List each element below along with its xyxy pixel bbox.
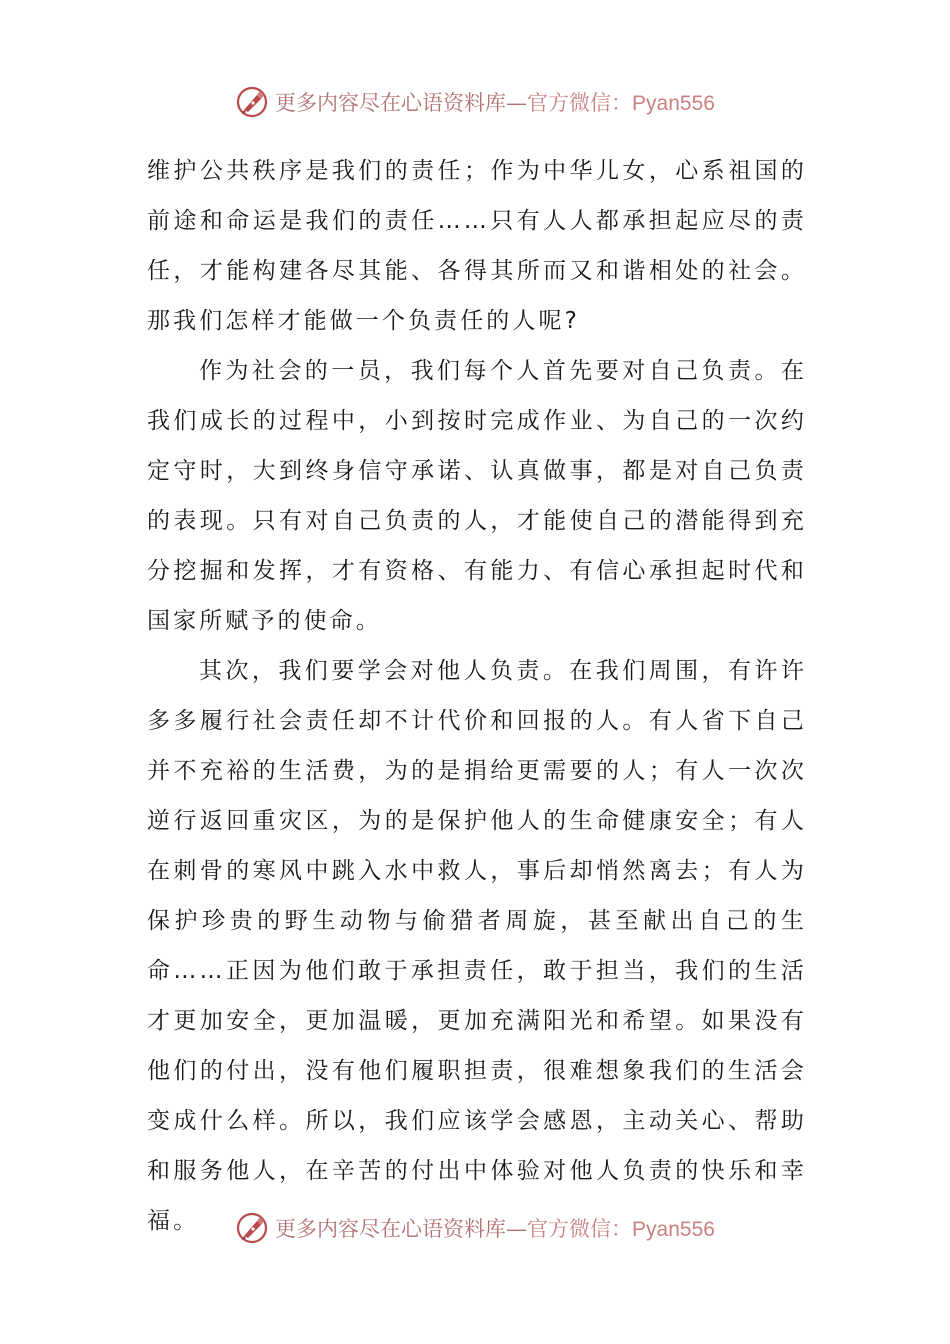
footer-banner	[0, 1208, 950, 1248]
header-banner-title: 更多内容尽在心语资料库—	[275, 91, 528, 115]
footer-banner-wechat: 官方微信：Pyan556	[527, 1218, 715, 1241]
paragraph-3: 其次，我们要学会对他人负责。在我们周围，有许许多多履行社会责任却不计代价和回报的人。有人省下自己并不充裕的生活费，为的是捐给更需要的人；有人一次次逆行返回重灾区，为的是保护他人的生命健康安全；有人在刺骨的寒风中跳入水中救人，事后却悄然离去；有人为保护珍贵的野生动物与偷猎者周旋，甚至献出自己的生命……正因为他们敢于承担责任，敢于担当，我们的生活才更加安全，更加温暖，更加充满阳光和希望。如果没有他们的付出，没有他们履职担责，很难想象我们的生活会变成什么样。所以，我们应该学会感恩，主动关心、帮助和服务他人，在辛苦的付出中体验对他人负责的快乐和幸福。	[147, 658, 807, 1234]
pen-nib-logo-icon	[235, 85, 269, 119]
header-banner-wechat: 官方微信：Pyan556	[527, 92, 715, 115]
footer-banner-text	[275, 1213, 715, 1243]
paragraph-2: 作为社会的一员，我们每个人首先要对自己负责。在我们成长的过程中，小到按时完成作业、为自己的一次约定守时，大到终身信守承诺、认真做事，都是对自己负责的表现。只有对自己负责的人，才能使自己的潜能得到充分挖掘和发挥，才有资格、有能力、有信心承担起时代和国家所赋予的使命。	[147, 358, 807, 634]
paragraph-1: 维护公共秩序是我们的责任；作为中华儿女，心系祖国的前途和命运是我们的责任……只有人人都承担起应尽的责任，才能构建各尽其能、各得其所而又和谐相处的社会。那我们怎样才能做一个负责任的人呢?	[147, 158, 807, 334]
header-banner-text	[275, 87, 715, 117]
footer-banner-title: 更多内容尽在心语资料库—	[275, 1217, 528, 1241]
pen-nib-logo-icon	[235, 1211, 269, 1245]
header-banner	[0, 82, 950, 122]
article-body	[147, 146, 807, 1246]
